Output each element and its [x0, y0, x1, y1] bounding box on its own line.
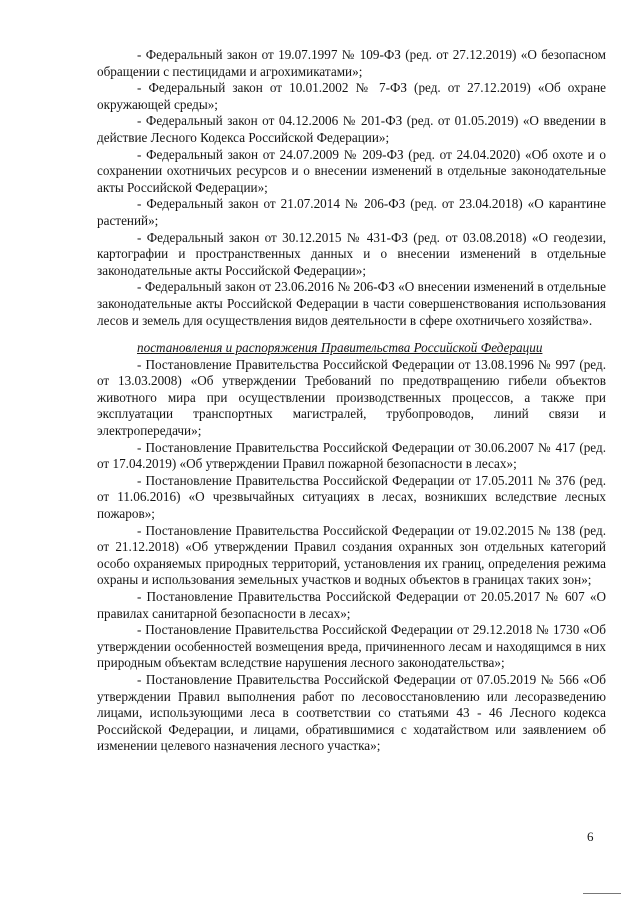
page-number: 6 — [587, 829, 594, 844]
law-item: - Федеральный закон от 24.07.2009 № 209-ФЗ (ред. от 24.04.2020) «Об охоте и о сохранении охотничьих ресурсов и о внесении изменений в отдельные законодательные акты Российской Федерации»; — [97, 146, 606, 195]
section-subheading — [97, 340, 606, 357]
law-item: - Федеральный закон от 04.12.2006 № 201-ФЗ (ред. от 01.05.2019) «О введении в действие Лесного Кодекса Российской Федерации»; — [97, 113, 606, 145]
document-body — [97, 47, 606, 755]
law-item: - Федеральный закон от 21.07.2014 № 206-ФЗ (ред. от 23.04.2018) «О карантине растений»; — [97, 196, 606, 228]
law-item: - Федеральный закон от 30.12.2015 № 431-ФЗ (ред. от 03.08.2018) «О геодезии, картографии и пространственных данных и о внесении изменений в отдельные законодательные акты Российской Федерации»; — [97, 229, 606, 278]
law-item: - Федеральный закон от 19.07.1997 № 109-ФЗ (ред. от 27.12.2019) «О безопасном обращении с пестицидами и агрохимикатами»; — [97, 47, 606, 79]
subheading-text: постановления и распоряжения Правительства Российской Федерации — [137, 340, 543, 356]
law-item: - Федеральный закон от 23.06.2016 № 206-ФЗ «О внесении изменений в отдельные законодательные акты Российской Федерации в части совершенствования использования лесов и земель для осуществления видов деятельности в сфере охотничьего хозяйства». — [97, 279, 606, 328]
footer-rule — [583, 893, 621, 894]
law-item: - Федеральный закон от 10.01.2002 № 7-ФЗ (ред. от 27.12.2019) «Об охране окружающей среды»; — [97, 80, 606, 112]
decree-item: - Постановление Правительства Российской Федерации от 20.05.2017 № 607 «О правилах санитарной безопасности в лесах»; — [97, 589, 606, 621]
decree-item: - Постановление Правительства Российской Федерации от 29.12.2018 № 1730 «Об утверждении особенностей возмещения вреда, причиненного лесам и находящимся в них природным объектам вследствие нарушения лесного законодательства»; — [97, 622, 606, 671]
decree-item: - Постановление Правительства Российской Федерации от 17.05.2011 № 376 (ред. от 11.06.2016) «О чрезвычайных ситуациях в лесах, возникших вследствие лесных пожаров»; — [97, 472, 606, 522]
decree-item: - Постановление Правительства Российской Федерации от 19.02.2015 № 138 (ред. от 21.12.2018) «Об утверждении Правил создания охранных зон отдельных категорий особо охраняемых природных территорий, установления их границ, определения режима охраны и использования земельных участков и водных объектов в границах таких зон»; — [97, 522, 606, 588]
decree-item: - Постановление Правительства Российской Федерации от 07.05.2019 № 566 «Об утверждении Правил выполнения работ по лесовосстановлению или лесоразведению лицами, использующими леса в соответствии со статьями 43 - 46 Лесного кодекса Российской Федерации, и лицами, обратившимися с ходатайством или заявлением об изменении целевого назначения лесного участка»; — [97, 671, 606, 754]
decree-item: - Постановление Правительства Российской Федерации от 30.06.2007 № 417 (ред. от 17.04.2019) «Об утверждении Правил пожарной безопасности в лесах»; — [97, 439, 606, 472]
decree-item: - Постановление Правительства Российской Федерации от 13.08.1996 № 997 (ред. от 13.03.2008) «Об утверждении Требований по предотвращению гибели объектов животного мира при осуществлении производственных процессов, а также при эксплуатации транспортных магистралей, трубопроводов, линий связи и электропередачи»; — [97, 356, 606, 439]
